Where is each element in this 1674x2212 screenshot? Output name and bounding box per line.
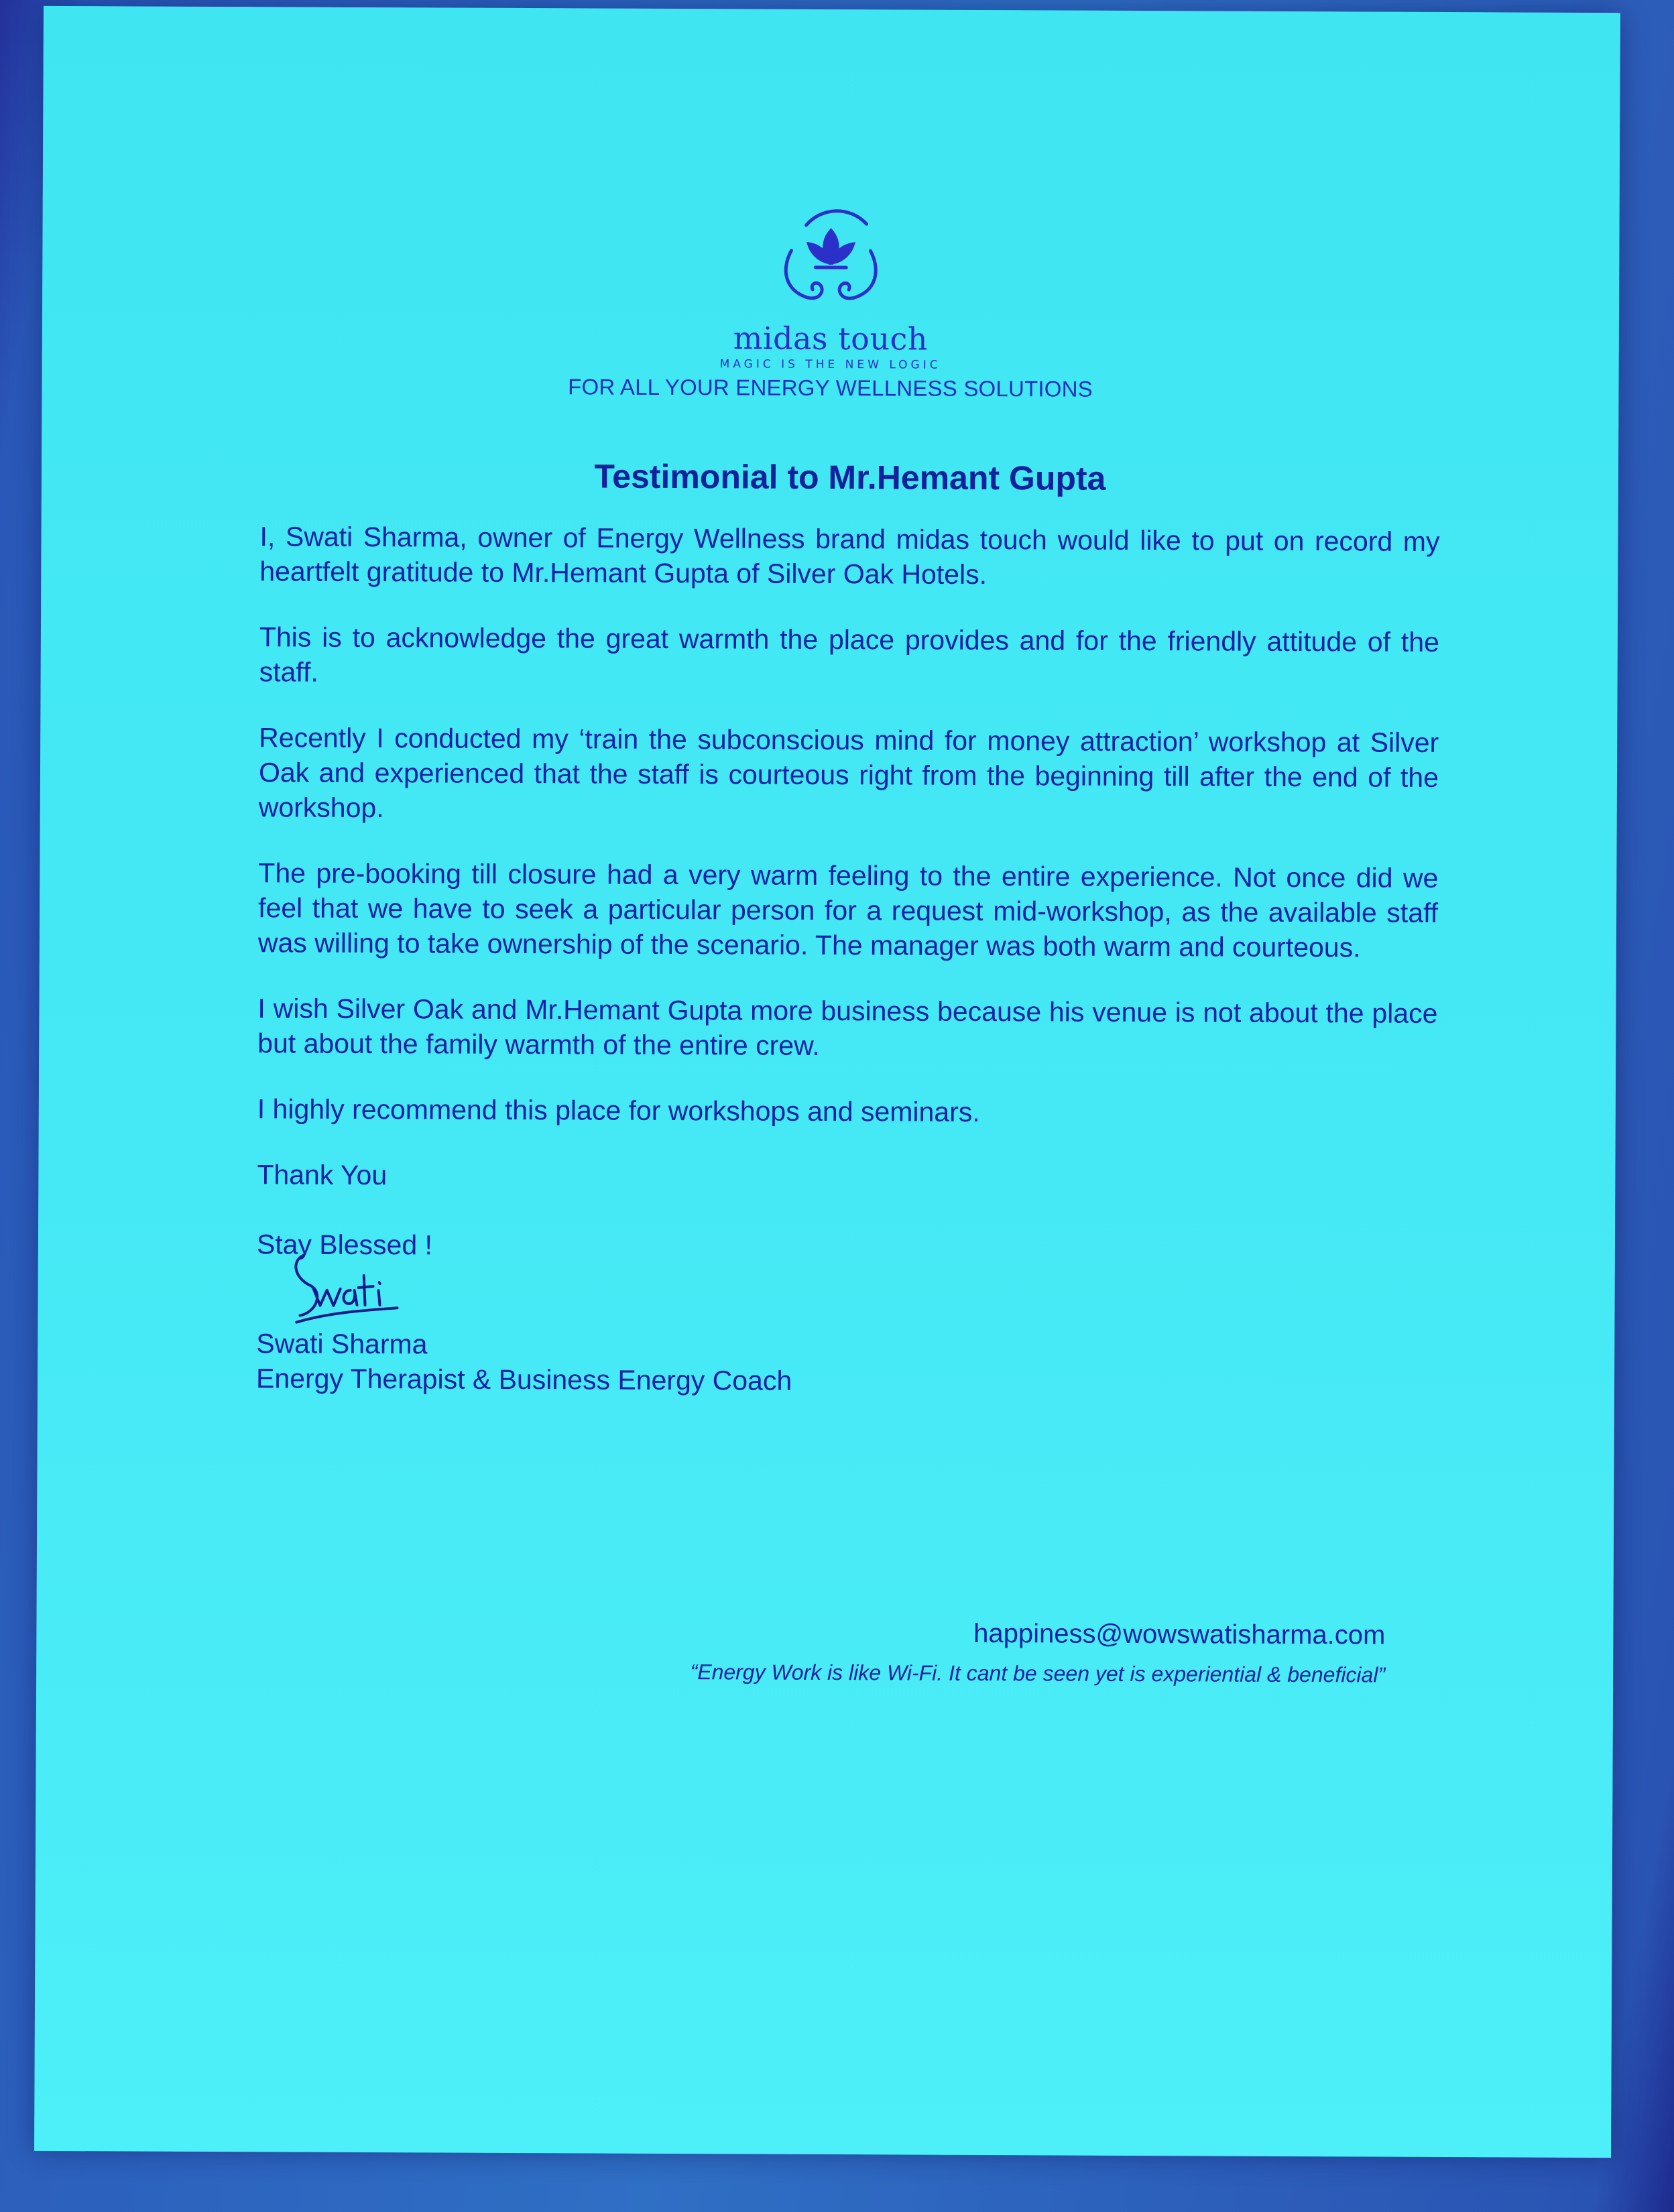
- paragraph: I highly recommend this place for workshops and seminars.: [257, 1093, 980, 1127]
- document-title: Testimonial to Mr.Hemant Gupta: [594, 457, 1106, 497]
- paragraph: I wish Silver Oak and Mr.Hemant Gupta more business because his venue is not about the place but about the family warmth of the entire crew.: [257, 993, 1438, 1061]
- signature-block: [256, 1296, 1437, 1401]
- signer-title: Energy Therapist & Business Energy Coach: [255, 1363, 792, 1396]
- closing-blessing: Stay Blessed !: [256, 1229, 433, 1261]
- paragraph: The pre-booking till closure had a very warm feeling to the entire experience. Not once did we feel that we have to seek a particular person for a request mid-workshop, as the available staff was willing to take ownership of the scenario. The manager was both warm and courteous.: [257, 857, 1439, 963]
- brand-tagline: MAGIC IS THE NEW LOGIC: [719, 357, 941, 372]
- paragraph: Recently I conducted my ‘train the subconscious mind for money attraction’ workshop at Silver Oak and experienced that the staff is courteous right from the beginning till after the end of the workshop.: [258, 722, 1439, 824]
- closing-thanks: Thank You: [257, 1159, 387, 1191]
- letter-footer: [691, 1617, 1386, 1688]
- footer-quote: “Energy Work is like Wi-Fi. It cant be seen yet is experiential & beneficial”: [690, 1660, 1386, 1687]
- brand-subheading: FOR ALL YOUR ENERGY WELLNESS SOLUTIONS: [568, 374, 1093, 402]
- signer-name: Swati Sharma: [256, 1328, 428, 1360]
- contact-email: happiness@wowswatisharma.com: [973, 1618, 1386, 1650]
- paragraph: This is to acknowledge the great warmth the place provides and for the friendly attitude of the staff.: [259, 621, 1439, 688]
- paragraph: I, Swati Sharma, owner of Energy Wellness brand midas touch would like to put on record my heartfelt gratitude to Mr.Hemant Gupta of Silver Oak Hotels.: [259, 521, 1440, 591]
- letter-sheet: [34, 6, 1620, 2158]
- lotus-hands-icon: [767, 204, 895, 325]
- brand-name: midas touch: [733, 320, 929, 357]
- letter-body: [256, 457, 1440, 1401]
- handwritten-signature: [283, 1248, 404, 1336]
- letterhead: [42, 200, 1619, 404]
